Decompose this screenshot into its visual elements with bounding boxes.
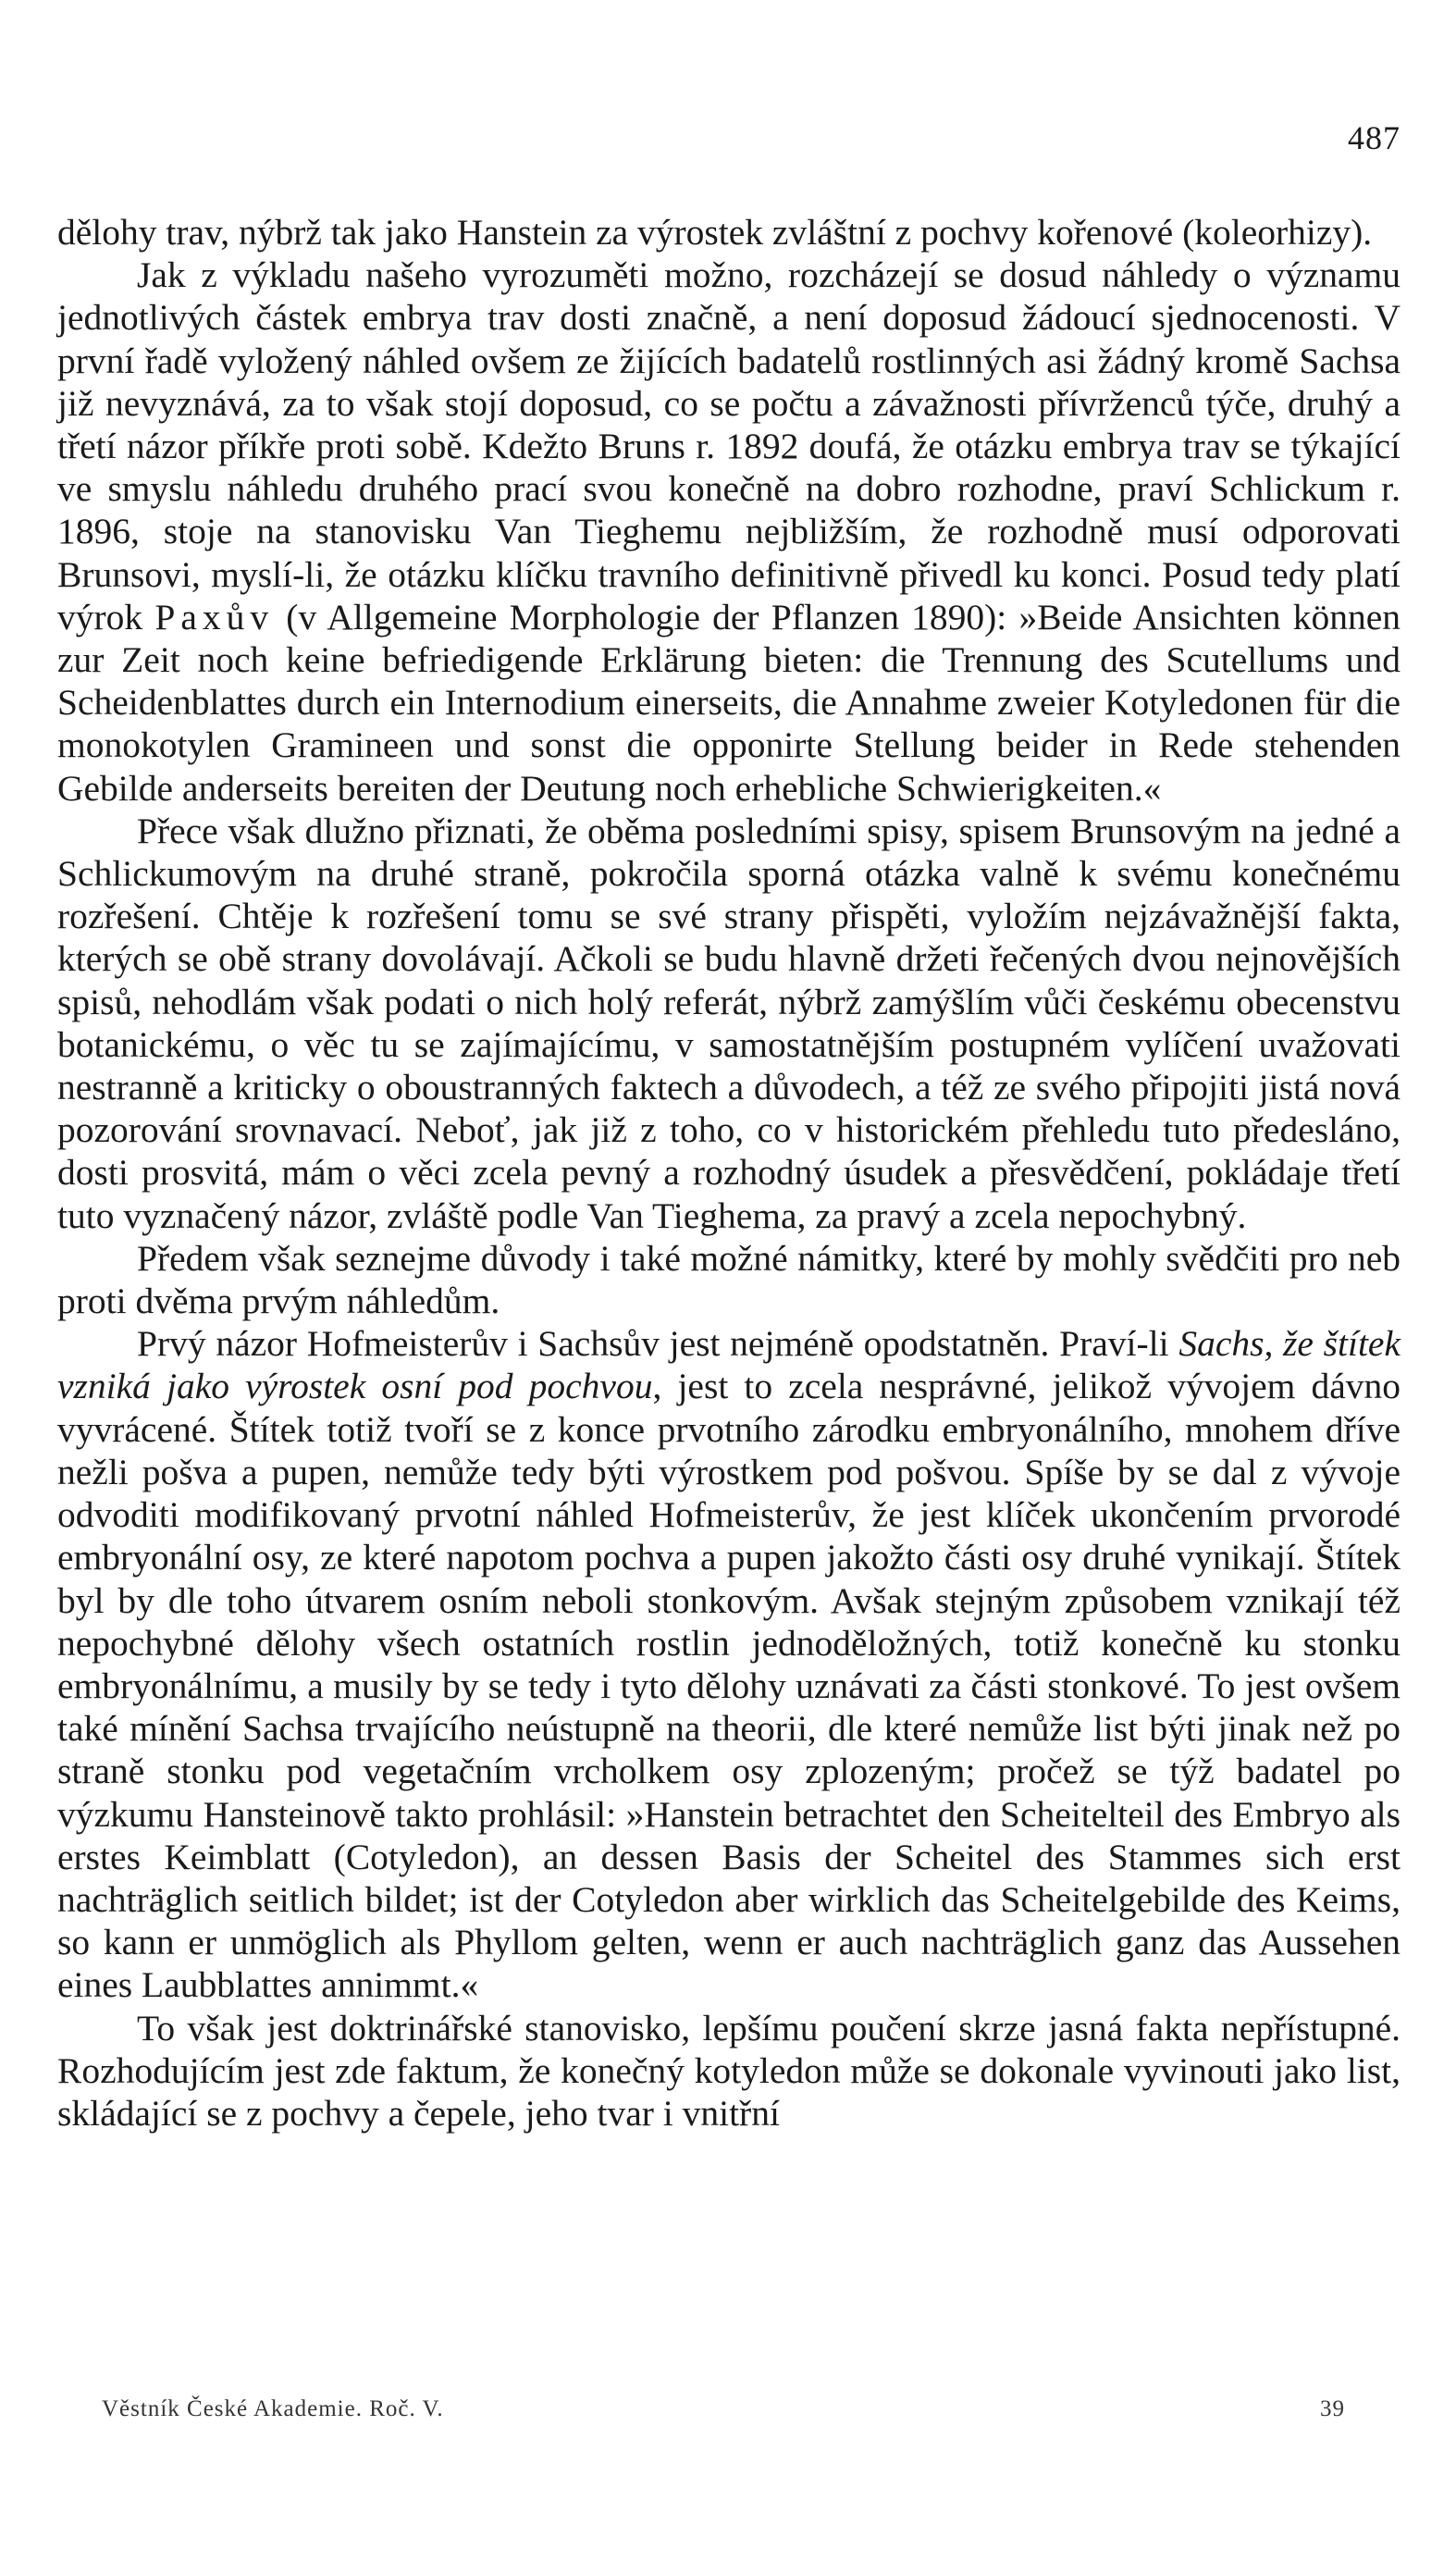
paragraph-5-text-b: , jest to zcela nesprávné, jelikož vývojem dávno vyvrácené. Štítek totiž tvoří se z konce prvotního zárodku embryonálního, mnohem dříve nežli pošva a pupen, nemůže tedy býti výrostkem pod pošvou. Spíše by se dal z vývoje odvoditi modifikovaný prvotní náhled Hofmeisterův, že jest klíček ukončením prvorodé embryonální osy, ze které napotom pochva a pupen jakožto části osy druhé vynikají. Štítek byl by dle toho útvarem osním neboli stonkovým. Avšak stejným způsobem vznikají též nepochybné dělohy všech ostatních rostlin jednoděložných, totiž konečně ku stonku embryonálnímu, a musily by se tedy i tyto dělohy uznávati za části stonkové. To jest ovšem také mínění Sachsa trvajícího neústupně na theorii, dle které nemůže list býti jinak než po straně stonku pod vegetačním vrcholkem osy zplozeným; pročež se týž badatel po výzkumu Hansteinově takto prohlásil: »Hanstein betrachtet den Scheitelteil des Embryo als erstes Keimblatt (Cotyledon), an dessen Basis der Scheitel des Stammes sich erst nachträglich seitlich bildet; ist der Cotyledon aber wirklich das Scheitelgebilde des Keims, so kann er unmöglich als Phyllom gelten, wenn er auch nachträglich ganz das Aussehen eines Laubblattes annimmt.«: [57, 1366, 1400, 2006]
paragraph-3: Přece však dlužno přiznati, že oběma posledními spisy, spisem Brunsovým na jedné a Schlickumovým na druhé straně, pokročila sporná otázka valně k svému konečnému rozřešení. Chtěje k rozřešení tomu se své strany přispěti, vyložím nejzávažnější fakta, kterých se obě strany dovolávají. Ačkoli se budu hlavně držeti řečených dvou nejnovějších spisů, nehodlám však podati o nich holý referát, nýbrž zamýšlím vůči českému obecenstvu botanickému, o věc tu se zajímajícímu, v samostatnějším postupném vylíčení uvažovati nestranně a kriticky o oboustranných faktech a důvodech, a též ze svého připojiti jistá nová pozorování srovnavací. Neboť, jak již z toho, co v historickém přehledu tuto předesláno, dosti prosvitá, mám o věci zcela pevný a rozhodný úsudek a přesvědčení, pokládaje třetí tuto vyznačený názor, zvláště podle Van Tieghema, za pravý a zcela nepochybný.: [57, 810, 1400, 1236]
page-footer: [102, 2396, 1345, 2422]
paragraph-2-text-b: (v Allgemeine Morphologie der Pflanzen 1890): »Beide Ansichten können zur Zeit noch keine befriedigende Erklärung bieten: die Trennung des Scutellums und Scheidenblattes durch ein Internodium einerseits, die Annahme zweier Kotyledonen für die monokotylen Gramineen und sonst die opponirte Stellung beider in Rede stehenden Gebilde anderseits bereiten der Deutung noch erhebliche Schwierigkeiten.«: [57, 596, 1401, 809]
paragraph-2-text-a: Jak z výkladu našeho vyrozuměti možno, rozcházejí se dosud náhledy o významu jednotlivých částek embrya trav dosti značně, a není doposud žádoucí sjednocenosti. V první řadě vyložený náhled ovšem ze žijících badatelů rostlinných asi žádný kromě Sachsa již nevyznává, za to však stojí doposud, co se počtu a závažnosti přívrženců týče, druhý a třetí názor příkře proti sobě. Kdežto Bruns r. 1892 doufá, že otázku embrya trav se týkající ve smyslu náhledu druhého prací svou konečně na dobro rozhodne, praví Schlickum r. 1896, stoje na stanovisku Van Tieghemu nejbližším, že rozhodně musí odporovati Brunsovi, myslí-li, že otázku klíčku travního definitivně přivedl ku konci. Posud tedy platí výrok: [57, 254, 1400, 637]
journal-footer: Věstník České Akademie. Roč. V.: [102, 2396, 444, 2421]
paragraph-5-text-a: Prvý názor Hofmeisterův i Sachsův jest nejméně opodstatněn. Praví-li: [137, 1323, 1179, 1365]
paragraph-5: [57, 1322, 1400, 2006]
body-text: [57, 211, 1400, 2135]
page-number: 487: [1348, 119, 1400, 156]
paragraph-1: dělohy trav, nýbrž tak jako Hanstein za výrostek zvláštní z pochvy kořenové (koleorhizy).: [57, 212, 1373, 253]
author-name-spaced: Paxův: [154, 596, 275, 637]
paragraph-4: Předem však seznejme důvody i také možné námitky, které by mohly svědčiti pro neb proti dvěma prvým náhledům.: [57, 1237, 1400, 1322]
paragraph-6: To však jest doktrinářské stanovisko, lepšímu poučení skrze jasná fakta nepřístupné. Rozhodujícím jest zde faktum, že konečný kotyledon může se dokonale vyvinouti jako list, skládající se z pochvy a čepele, jeho tvar i vnitřní: [57, 2007, 1400, 2134]
paragraph-2: [57, 254, 1400, 810]
signature-mark: 39: [1320, 2396, 1345, 2421]
paragraph-5-italic: Sachs, že štítek vzniká jako výrostek osní pod pochvou: [57, 1323, 1400, 1407]
